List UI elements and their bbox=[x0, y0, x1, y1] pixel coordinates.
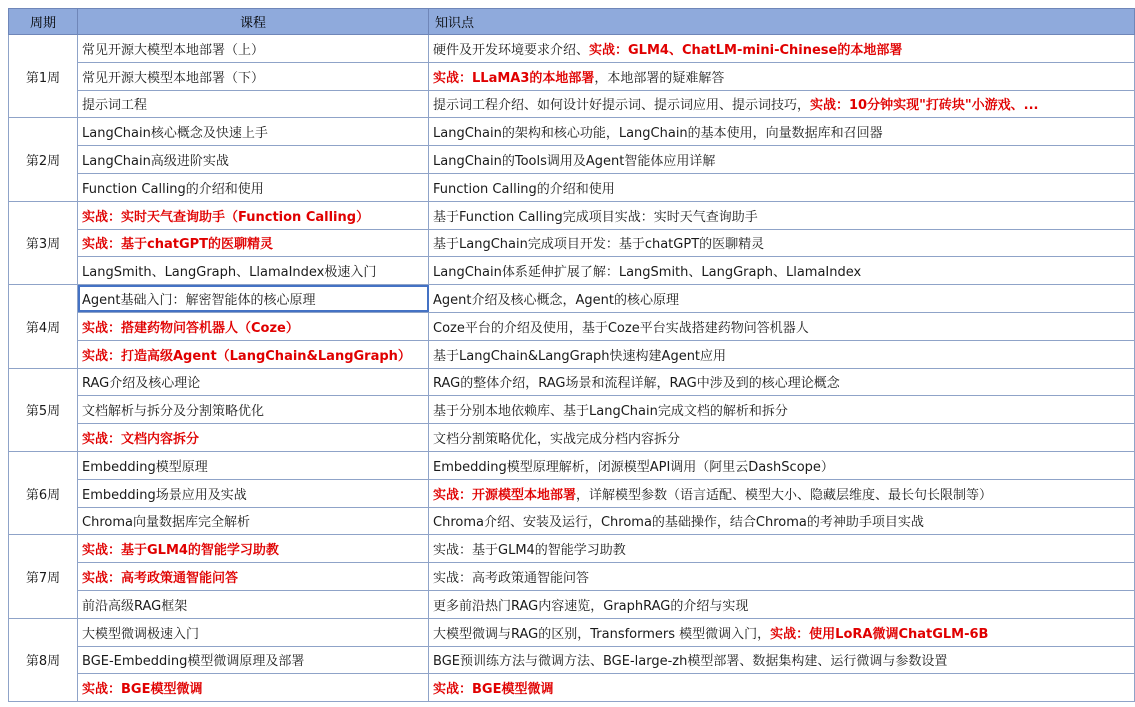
table-row bbox=[9, 563, 1135, 591]
highlight-text: 实战：LLaMA3的本地部署 bbox=[433, 70, 595, 86]
highlight-text: 实战：BGE模型微调 bbox=[82, 682, 203, 698]
cell-text: Embedding场景应用及实战 bbox=[82, 487, 247, 503]
cell-text: Embedding模型原理解析，闭源模型API调用（阿里云DashScope） bbox=[433, 459, 834, 475]
cell-text: RAG的整体介绍，RAG场景和流程详解，RAG中涉及到的核心理论概念 bbox=[433, 376, 840, 392]
curriculum-table bbox=[8, 8, 1135, 702]
cell-text: Function Calling的介绍和使用 bbox=[82, 181, 264, 197]
cell-text: Embedding模型原理 bbox=[82, 459, 208, 475]
points-cell[interactable] bbox=[429, 424, 1135, 452]
points-cell[interactable] bbox=[429, 118, 1135, 146]
points-cell[interactable] bbox=[429, 229, 1135, 257]
points-cell[interactable] bbox=[429, 285, 1135, 313]
points-cell[interactable] bbox=[429, 618, 1135, 646]
table-row bbox=[9, 646, 1135, 674]
cell-text: Function Calling的介绍和使用 bbox=[433, 181, 615, 197]
table-row bbox=[9, 173, 1135, 201]
table-row bbox=[9, 479, 1135, 507]
points-cell[interactable] bbox=[429, 146, 1135, 174]
cell-text: Coze平台的介绍及使用，基于Coze平台实战搭建药物问答机器人 bbox=[433, 320, 809, 336]
course-cell[interactable] bbox=[78, 590, 429, 618]
course-cell[interactable] bbox=[78, 424, 429, 452]
cell-text: 常见开源大模型本地部署（下） bbox=[82, 70, 265, 86]
highlight-text: 实战：开源模型本地部署 bbox=[433, 487, 577, 503]
table-row bbox=[9, 368, 1135, 396]
table-row bbox=[9, 229, 1135, 257]
points-cell[interactable] bbox=[429, 340, 1135, 368]
course-cell[interactable] bbox=[78, 507, 429, 535]
course-cell[interactable] bbox=[78, 618, 429, 646]
points-cell[interactable] bbox=[429, 90, 1135, 118]
cell-text: 基于LangChain完成项目开发：基于chatGPT的医聊精灵 bbox=[433, 237, 765, 253]
cell-text: ，本地部署的疑难解答 bbox=[594, 70, 725, 86]
table-row bbox=[9, 90, 1135, 118]
cell-text: LangChain体系延伸扩展了解：LangSmith、LangGraph、LlamaIndex bbox=[433, 265, 862, 281]
cell-text: 基于分别本地依赖库、基于LangChain完成文档的解析和拆分 bbox=[433, 404, 788, 420]
highlight-text: 实战：基于GLM4的智能学习助教 bbox=[82, 543, 279, 559]
course-cell[interactable] bbox=[78, 285, 429, 313]
cell-text: 实战：高考政策通智能问答 bbox=[433, 571, 590, 587]
points-cell[interactable] bbox=[429, 674, 1135, 702]
points-cell[interactable] bbox=[429, 479, 1135, 507]
table-row bbox=[9, 118, 1135, 146]
cell-text: Agent介绍及核心概念，Agent的核心原理 bbox=[433, 293, 679, 309]
cell-text: LangChain的Tools调用及Agent智能体应用详解 bbox=[433, 154, 716, 170]
week-cell[interactable]: 第6周 bbox=[9, 451, 78, 534]
course-cell[interactable] bbox=[78, 62, 429, 90]
table-row bbox=[9, 535, 1135, 563]
points-cell[interactable] bbox=[429, 312, 1135, 340]
points-cell[interactable] bbox=[429, 368, 1135, 396]
header-week: 周期 bbox=[9, 9, 78, 35]
course-cell[interactable] bbox=[78, 229, 429, 257]
course-cell[interactable] bbox=[78, 257, 429, 285]
table-row bbox=[9, 35, 1135, 63]
course-cell[interactable] bbox=[78, 674, 429, 702]
table-row bbox=[9, 507, 1135, 535]
cell-text: LangChain的架构和核心功能，LangChain的基本使用，向量数据库和召回器 bbox=[433, 126, 883, 142]
points-cell[interactable] bbox=[429, 590, 1135, 618]
cell-text: 提示词工程 bbox=[82, 98, 148, 114]
cell-text: 文档解析与拆分及分割策略优化 bbox=[82, 404, 265, 420]
week-cell[interactable]: 第4周 bbox=[9, 285, 78, 368]
table-row bbox=[9, 62, 1135, 90]
highlight-text: 实战：GLM4、ChatLM-mini-Chinese的本地部署 bbox=[589, 42, 903, 58]
points-cell[interactable] bbox=[429, 173, 1135, 201]
cell-text: 更多前沿热门RAG内容速览，GraphRAG的介绍与实现 bbox=[433, 598, 749, 614]
points-cell[interactable] bbox=[429, 451, 1135, 479]
highlight-text: 实战：搭建药物问答机器人（Coze） bbox=[82, 320, 299, 336]
cell-text: LangChain核心概念及快速上手 bbox=[82, 126, 268, 142]
cell-text: 提示词工程介绍、如何设计好提示词、提示词应用、提示词技巧， bbox=[433, 98, 811, 114]
cell-text: BGE预训练方法与微调方法、BGE-large-zh模型部署、数据集构建、运行微调与参数设置 bbox=[433, 654, 948, 670]
table-row bbox=[9, 257, 1135, 285]
highlight-text: 实战：文档内容拆分 bbox=[82, 432, 200, 448]
course-cell[interactable] bbox=[78, 146, 429, 174]
course-cell[interactable] bbox=[78, 396, 429, 424]
cell-text: 基于LangChain&LangGraph快速构建Agent应用 bbox=[433, 348, 727, 364]
points-cell[interactable] bbox=[429, 535, 1135, 563]
table-row bbox=[9, 674, 1135, 702]
cell-text: Agent基础入门：解密智能体的核心原理 bbox=[82, 293, 316, 309]
points-cell[interactable] bbox=[429, 396, 1135, 424]
cell-text: 实战：基于GLM4的智能学习助教 bbox=[433, 543, 626, 559]
header-course: 课程 bbox=[78, 9, 429, 35]
cell-text: 常见开源大模型本地部署（上） bbox=[82, 42, 265, 58]
table-body bbox=[9, 35, 1135, 702]
course-cell[interactable] bbox=[78, 90, 429, 118]
week-cell[interactable]: 第1周 bbox=[9, 35, 78, 118]
table-row bbox=[9, 312, 1135, 340]
course-cell[interactable] bbox=[78, 451, 429, 479]
highlight-text: 实战：BGE模型微调 bbox=[433, 682, 554, 698]
course-cell[interactable] bbox=[78, 479, 429, 507]
cell-text: LangChain高级进阶实战 bbox=[82, 154, 229, 170]
course-cell[interactable] bbox=[78, 646, 429, 674]
table-row bbox=[9, 618, 1135, 646]
points-cell[interactable] bbox=[429, 62, 1135, 90]
cell-text: 前沿高级RAG框架 bbox=[82, 598, 188, 614]
highlight-text: 实战：基于chatGPT的医聊精灵 bbox=[82, 237, 274, 253]
table-row bbox=[9, 146, 1135, 174]
cell-text: 大模型微调与RAG的区别，Transformers 模型微调入门， bbox=[433, 626, 771, 642]
cell-text: RAG介绍及核心理论 bbox=[82, 376, 201, 392]
week-cell[interactable]: 第8周 bbox=[9, 618, 78, 701]
highlight-text: 实战：打造高级Agent（LangChain&LangGraph） bbox=[82, 348, 411, 364]
table-row bbox=[9, 201, 1135, 229]
cell-text: ，详解模型参数（语言适配、模型大小、隐藏层维度、最长句长限制等） bbox=[576, 487, 993, 503]
course-cell[interactable] bbox=[78, 118, 429, 146]
week-cell[interactable]: 第2周 bbox=[9, 118, 78, 201]
course-cell[interactable] bbox=[78, 35, 429, 63]
cell-text: Chroma向量数据库完全解析 bbox=[82, 515, 250, 531]
table-row bbox=[9, 424, 1135, 452]
course-cell[interactable] bbox=[78, 368, 429, 396]
points-cell[interactable] bbox=[429, 35, 1135, 63]
cell-text: Chroma介绍、安装及运行，Chroma的基础操作，结合Chroma的考神助手项目实战 bbox=[433, 515, 924, 531]
cell-text: 文档分割策略优化，实战完成分档内容拆分 bbox=[433, 432, 681, 448]
table-row bbox=[9, 396, 1135, 424]
highlight-text: 实战：10分钟实现"打砖块"小游戏、... bbox=[810, 98, 1039, 114]
week-cell[interactable]: 第3周 bbox=[9, 201, 78, 284]
table-row bbox=[9, 285, 1135, 313]
course-cell[interactable] bbox=[78, 535, 429, 563]
points-cell[interactable] bbox=[429, 646, 1135, 674]
cell-text: LangSmith、LangGraph、LlamaIndex极速入门 bbox=[82, 265, 377, 281]
highlight-text: 实战：高考政策通智能问答 bbox=[82, 571, 239, 587]
cell-text: BGE-Embedding模型微调原理及部署 bbox=[82, 654, 305, 670]
cell-text: 硬件及开发环境要求介绍、 bbox=[433, 42, 590, 58]
header-row bbox=[9, 9, 1135, 35]
course-cell[interactable] bbox=[78, 312, 429, 340]
highlight-text: 实战：实时天气查询助手（Function Calling） bbox=[82, 209, 370, 225]
course-cell[interactable] bbox=[78, 173, 429, 201]
points-cell[interactable] bbox=[429, 507, 1135, 535]
table-row bbox=[9, 590, 1135, 618]
course-cell[interactable] bbox=[78, 201, 429, 229]
points-cell[interactable] bbox=[429, 563, 1135, 591]
table-row bbox=[9, 451, 1135, 479]
header-points: 知识点 bbox=[429, 9, 1135, 35]
points-cell[interactable] bbox=[429, 257, 1135, 285]
course-cell[interactable] bbox=[78, 563, 429, 591]
course-cell[interactable] bbox=[78, 340, 429, 368]
cell-text: 大模型微调极速入门 bbox=[82, 626, 200, 642]
table-row bbox=[9, 340, 1135, 368]
points-cell[interactable] bbox=[429, 201, 1135, 229]
week-cell[interactable]: 第7周 bbox=[9, 535, 78, 618]
highlight-text: 实战：使用LoRA微调ChatGLM-6B bbox=[770, 626, 989, 642]
cell-text: 基于Function Calling完成项目实战：实时天气查询助手 bbox=[433, 209, 758, 225]
week-cell[interactable]: 第5周 bbox=[9, 368, 78, 451]
